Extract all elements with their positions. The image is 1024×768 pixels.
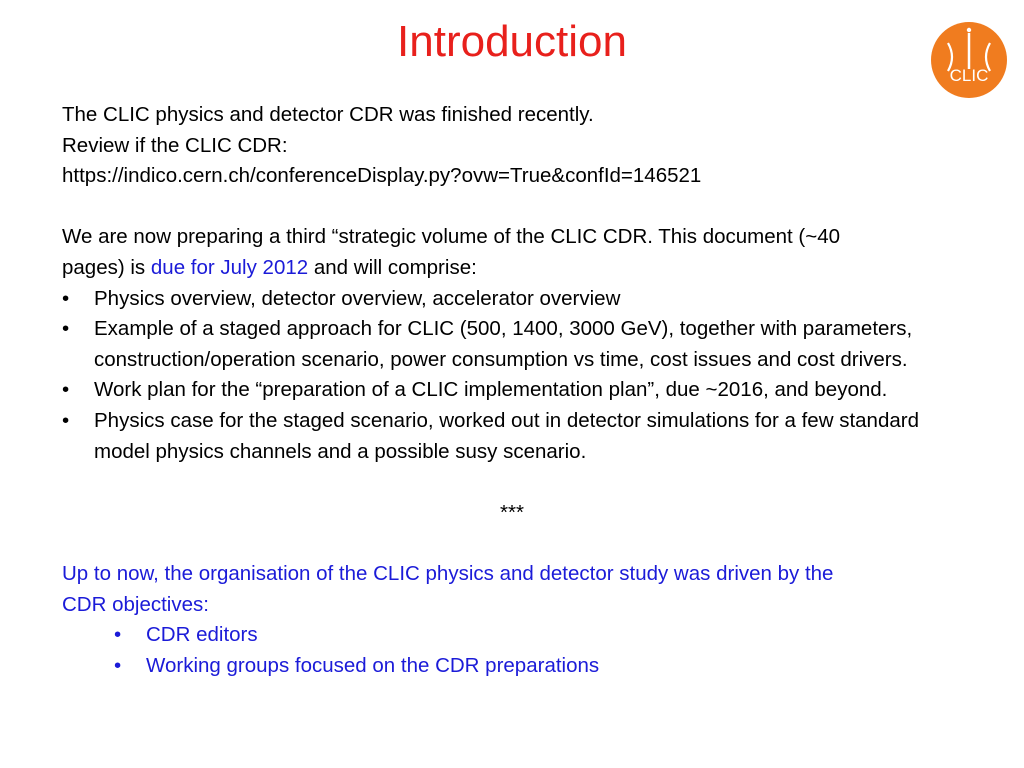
- due-date-highlight: due for July 2012: [150, 255, 309, 279]
- spacer: [62, 467, 962, 498]
- clic-logo-icon: [930, 21, 1008, 99]
- bullet-marker: •: [62, 378, 70, 402]
- slide-body: [62, 100, 962, 681]
- para1-line1: The CLIC physics and detector CDR was finished recently.: [62, 103, 594, 126]
- para2-text: pages) is: [62, 255, 151, 279]
- spacer: [62, 192, 962, 223]
- bullet-marker: •: [114, 653, 122, 677]
- logo-text: CLIC: [949, 66, 989, 85]
- sub-list-item-text: Working groups focused on the CDR preparations: [146, 653, 600, 677]
- objectives-list: [62, 620, 962, 681]
- bullet-marker: •: [62, 408, 70, 432]
- para2-text-end: and will comprise:: [308, 255, 477, 279]
- sub-list-item: [114, 651, 962, 682]
- para1-line2: Review if the CLIC CDR:: [62, 133, 288, 157]
- list-item: [62, 375, 954, 406]
- bullet-marker: •: [62, 317, 70, 341]
- list-item-text: Work plan for the “preparation of a CLIC implementation plan”, due ~2016, and beyond.: [94, 378, 888, 402]
- comprise-list: [62, 284, 962, 468]
- para3-line1: Up to now, the organisation of the CLIC physics and detector study was driven by the: [62, 561, 834, 585]
- slide-title: Introduction: [397, 17, 627, 66]
- list-item: [62, 314, 934, 375]
- separator: ***: [500, 500, 524, 524]
- list-item: [62, 284, 962, 315]
- para2-line1: We are now preparing a third “strategic volume of the CLIC CDR. This document (~40: [62, 225, 841, 249]
- spacer: [62, 528, 962, 559]
- cdr-review-link[interactable]: https://indico.cern.ch/conferenceDisplay.py?ovw=True&confId=146521: [62, 164, 702, 188]
- sub-list-item: [114, 620, 962, 651]
- bullet-marker: •: [114, 623, 122, 647]
- sub-list-item-text: CDR editors: [146, 623, 258, 647]
- list-item-text: Example of a staged approach for CLIC (500, 1400, 3000 GeV), together with parameters, construction/operation scenario, power consumption vs time, cost issues and cost drivers.: [94, 317, 913, 371]
- list-item: [62, 406, 974, 467]
- para3-line2: CDR objectives:: [62, 592, 209, 616]
- para2-line2: [62, 253, 962, 284]
- bullet-marker: •: [62, 286, 70, 310]
- list-item-text: Physics case for the staged scenario, worked out in detector simulations for a few standard model physics channels and a possible susy scenario.: [94, 408, 919, 463]
- list-item-text: Physics overview, detector overview, accelerator overview: [94, 286, 621, 310]
